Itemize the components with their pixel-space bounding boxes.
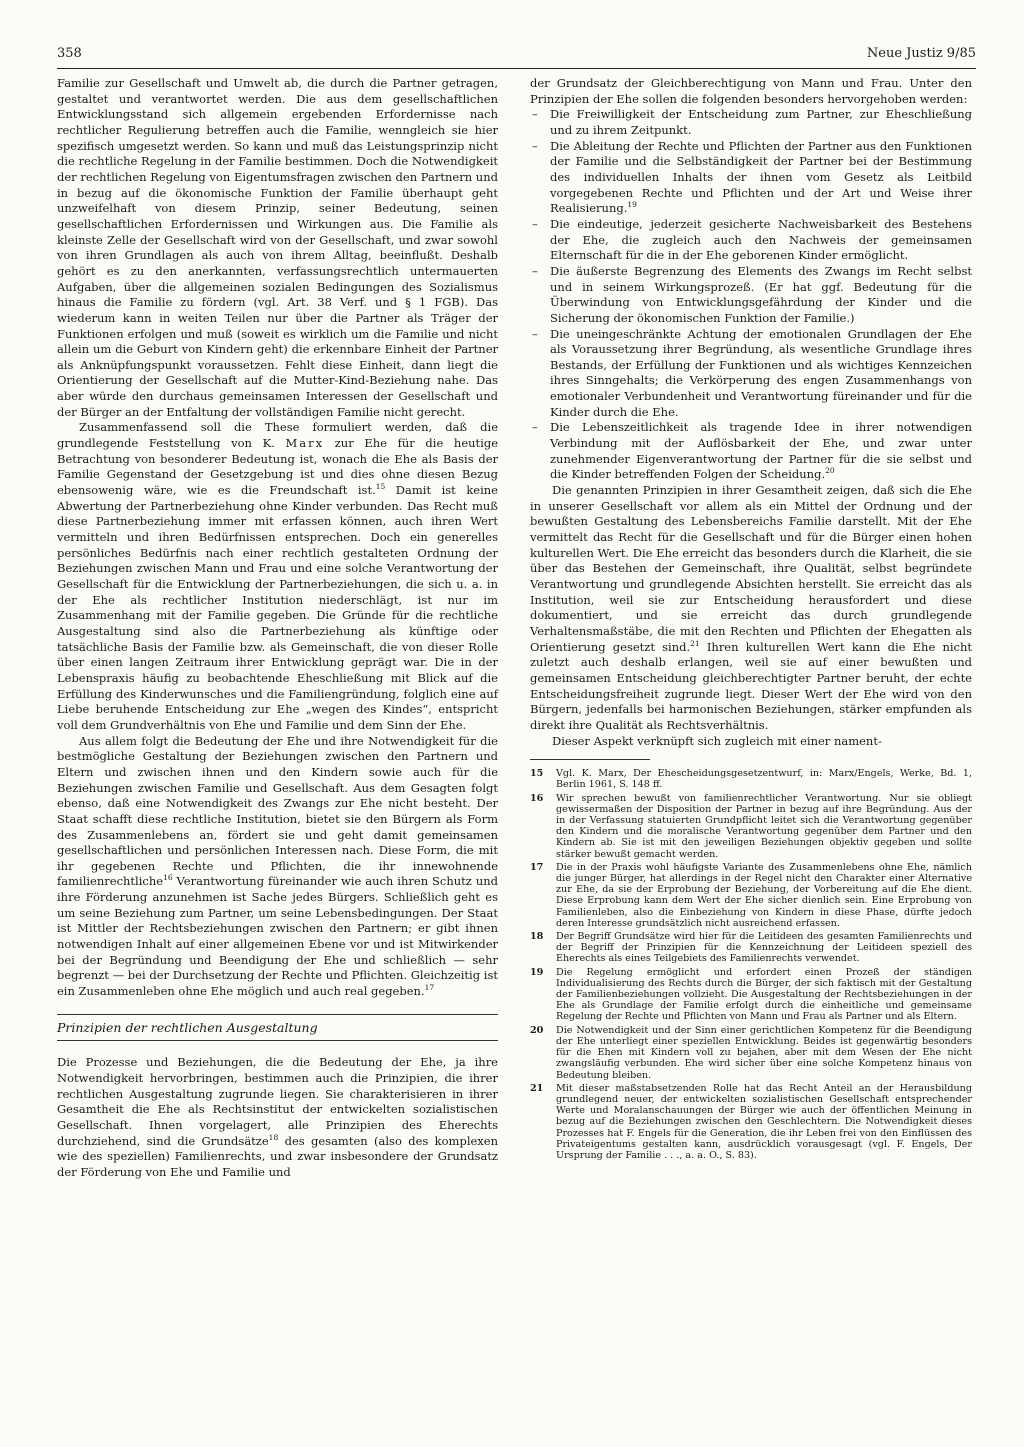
footnote-number: 21 xyxy=(530,1082,544,1094)
footnote-ref[interactable]: 16 xyxy=(163,873,173,883)
paragraph-text: Die genannten Prinzipien in ihrer Gesamtheit zeigen, daß sich die Ehe in unserer Gesellschaft vor allem als ein Mittel der Ordnung und der bewußten Gestaltung des Lebensbereichs Familie darstellt. Mit der Ehe vermittelt das Recht für die Gesellschaft und für die Bürger einen hohen kulturellen Wert. Die Ehe erreicht das besonders durch die Klarheit, die sie über das Bestehen der Gemeinschaft, ihre Qualität, selbst begründete Verantwortung und grundlegende Absichten herstellt. Sie erreicht das als Institution, weil sie zur Entscheidung herausfordert und diese dokumentiert, und sie erreicht das durch grundlegende Verhaltensmaßstäbe, die mit den Rechten und Pflichten der Ehegatten als Orientierung gesetzt sind. xyxy=(530,483,972,654)
list-item xyxy=(530,139,972,217)
footnote-number: 20 xyxy=(530,1024,544,1036)
footnote-ref[interactable]: 15 xyxy=(375,482,386,492)
paragraph: Familie zur Gesellschaft und Umwelt ab, die durch die Partner getragen, gestaltet und verantwortet werden. Die aus dem gesellschaftlichen Entwicklungsstand sich allgemein ergebenden Erfordernisse nach rechtlicher Regulierung betreffen auch die Familie, wenngleich sie hier spezifisch umgesetzt werden. So kann und muß das Leistungsprinzip nicht die rechtliche Regelung in der Familie bestimmen. Doch die Notwendigkeit der rechtlichen Regelung von Eigentumsfragen zwischen den Partnern und in bezug auf die ökonomische Funktion der Familie überhaupt geht unzweifelhaft von diesem Prinzip, seiner Bedeutung, seinen gesellschaftlichen Erfordernissen und Wirkungen aus. Die Familie als kleinste Zelle der Gesellschaft wird von der Gesellschaft, und zwar sowohl von ihren Grundlagen als auch von ihrem Alltag, beeinflußt. Deshalb gehört es zu den anerkannten, verfassungsrechtlich untermauerten Aufgaben, über die allgemeinen sozialen Bedingungen des Sozialismus hinaus die Familie zu fördern (vgl. Art. 38 Verf. und § 1 FGB). Das wiederum kann in weiten Teilen nur über die Partner als Träger der Funktionen erfolgen und muß (soweit es wirklich um die Familie und nicht allein um die Geburt von Kindern geht) die erkennbare Einheit der Partner als Anknüpfungspunkt voraussetzen. Fehlt diese Einheit, dann liegt die Orientierung der Gesellschaft auf die Mutter-Kind-Beziehung nahe. Das aber würde den durchaus gemeinsamen Interessen der Gesellschaft und der Bürger an der Entfaltung der vollständigen Familie nicht gerecht. xyxy=(57,76,498,419)
list-item: – Die äußerste Begrenzung des Elements des Zwangs im Recht selbst und in seinem Wirkungsprozeß. (Er hat ggf. Bedeutung für die Überwindung von Entwicklungsgefährdung der Kinder und die Sicherung der ökonomischen Funktion der Familie.) xyxy=(530,264,972,327)
paragraph xyxy=(57,1055,498,1180)
section-heading: Prinzipien der rechtlichen Ausgestaltung xyxy=(57,1014,498,1042)
list-item: – Die Freiwilligkeit der Entscheidung zum Partner, zur Eheschließung und zu ihrem Zeitpunkt. xyxy=(530,107,972,138)
footnote-text: Der Begriff Grundsätze wird hier für die Leitideen des gesamten Familienrechts und der Begriff der Prinzipien für die Kennzeichnung der Leitideen speziell des Eherechts als eines Teilgebiets des Familienrechts verwendet. xyxy=(556,931,972,965)
footnote xyxy=(530,967,972,1023)
principles-list xyxy=(530,107,972,483)
paragraph-text: Die Prozesse und Beziehungen, die die Bedeutung der Ehe, ja ihre Notwendigkeit hervorbringen, bestimmen auch die Prinzipien, die ihrer rechtlichen Ausgestaltung zugrunde liegen. Sie charakterisieren in ihrer Gesamtheit die Ehe als Rechtsinstitut der entwickelten sozialistischen Gesellschaft. Ihnen vorgelagert, alle Prinzipien des Eherechts durchziehend, sind die Grundsätze xyxy=(57,1055,498,1148)
list-item xyxy=(530,420,972,483)
paragraph-text: Verantwortung füreinander wie auch ihren Schutz und ihre Förderung anzunehmen ist Sache jedes Bürgers. Schließlich geht es um seine Beziehung zum Partner, um seine Lebensbedingungen. Der Staat ist Mittler der Rechtsbeziehungen zwischen den Partnern; er gibt ihnen notwendigen Inhalt auf einer allgemeinen Ebene vor und ist Mitwirkender bei der Begründung und Beendigung der Ehe und schließlich — sehr begrenzt — bei der Durchsetzung der Rechte und Pflichten. Gleichzeitig ist ein Zusammenleben ohne Ehe möglich und auch real gegeben. xyxy=(57,874,498,999)
footnote-text: Die in der Praxis wohl häufigste Variante des Zusammenlebens ohne Ehe, nämlich die junger Bürger, hat allerdings in der Regel nicht den Charakter einer Alternative zur Ehe, da sie der Erprobung der Beziehung, der Vorbereitung auf die Ehe dient. Diese Erprobung kann dem Wert der Ehe sicher dienlich sein. Eine Erprobung von Familienleben, also die Einbeziehung von Kindern in diese Phase, dürfte jedoch deren Interesse grundsätzlich nicht ausreichend erfassen. xyxy=(556,861,972,929)
footnote-text: Die Regelung ermöglicht und erfordert einen Prozeß der ständigen Individualisierung des Rechts durch die Bürger, der sich faktisch mit der Gestaltung der Familienbeziehungen vollzieht. Die Ausgestaltung der Rechtsbeziehungen in der Ehe als Grundlage der Familie erfolgt durch die einheitliche und gemeinsame Regelung der Rechte und Pflichten von Mann und Frau als Partner und als Eltern. xyxy=(556,966,972,1023)
paragraph-text: Damit ist keine Abwertung der Partnerbeziehung ohne Kinder verbunden. Das Recht muß diese Partnerbeziehung immer mit erfassen können, auch ihren Wert vermitteln und ihren Bedürfnissen entsprechen. Doch ein generelles persönliches Bedürfnis nach einer rechtlich gestalteten Ordnung der Beziehungen zwischen Mann und Frau und eine solche Verantwortung der Gesellschaft für die Entwicklung der Partnerbeziehungen, die sich u. a. in der Ehe als rechtlicher Institution niederschlägt, ist nur im Zusammenhang mit der Familie gegeben. Die Gründe für die rechtliche Ausgestaltung sind also die Partnerbeziehung als künftige oder tatsächliche Basis der Familie bzw. als Gemeinschaft, die von dieser Rolle über einen langen Zeitraum ihrer Entwicklung geprägt war. Die in der Lebenspraxis häufig zu beobachtende Eheschließung mit Blick auf die Erfüllung des Kinderwunsches und die Familiengründung, folglich eine auf Liebe beruhende Entscheidung zur Ehe „wegen des Kindes“, entspricht voll dem Grundverhältnis von Ehe und Familie und dem Sinn der Ehe. xyxy=(57,483,498,732)
footnote xyxy=(530,1083,972,1161)
footnote-ref[interactable]: 18 xyxy=(268,1132,279,1142)
footnote-text: Mit dieser maßstabsetzenden Rolle hat das Recht Anteil an der Herausbildung grundlegend neuer, der entwickelten sozialistischen Gesellschaft entsprechender Werte und Moralanschauungen der Bürger wie auch der öffentlichen Meinung in bezug auf die Beziehungen zwischen den Geschlechtern. Die Notwendigkeit dieses Prozesses hat F. Engels für die Generation, die ihr Leben frei von den Einflüssen des Privateigentums gestalten kann, ausdrücklich vorausgesagt (vgl. F. Engels, Der Ursprung der Familie . . ., a. a. O., S. 83). xyxy=(556,1082,972,1161)
paragraph-text: Zusammenfassend soll die These formuliert werden, daß die grundlegende Feststellung von K. xyxy=(57,420,498,451)
journal-title: Neue Justiz 9/85 xyxy=(866,46,976,61)
footnote-number: 19 xyxy=(530,966,544,978)
footnote-ref[interactable]: 17 xyxy=(424,983,435,993)
footnote-text: Vgl. K. Marx, Der Ehescheidungsgesetzentwurf, in: Marx/Engels, Werke, Bd. 1, Berlin 1961, S. 148 ff. xyxy=(556,768,972,791)
footnote xyxy=(530,1025,972,1081)
footnote-ref[interactable]: 21 xyxy=(690,638,700,648)
list-item-text: Die Lebenszeitlichkeit als tragende Idee in ihrer notwendigen Verbindung mit der Auflösbarkeit der Ehe, und zwar unter zunehmender Eigenverantwortung der Partner für die sie selbst und die Kinder betreffenden Folgen der Scheidung. xyxy=(550,420,972,482)
paragraph: der Grundsatz der Gleichberechtigung von Mann und Frau. Unter den Prinzipien der Ehe sollen die folgenden besonders hervorgehoben werden: xyxy=(530,76,972,106)
footnotes xyxy=(530,768,972,1161)
paragraph-text: zur Ehe für die heutige Betrachtung von besonderer Bedeutung ist, wonach die Ehe als Basis der Familie Gegenstand der Gesetzgebung ist und dies ohne diesen Bezug ebensowenig wäre, wie es die Freundschaft ist. xyxy=(57,436,498,498)
footnote-text: Wir sprechen bewußt von familienrechtlicher Verantwortung. Nur sie obliegt gewissermaßen der Disposition der Partner in bezug auf ihre Begründung. Aus der in der Verfassung statuierten Grundpflicht leitet sich die Verantwortung gegenüber den Kindern und die moralische Verantwortung gegenüber dem Partner und den Kindern ab. Sie ist mit den jeweiligen Beziehungen objektiv gegeben und sollte stärker bewußt gemacht werden. xyxy=(556,792,972,860)
paragraph-text: des gesamten (also des komplexen wie des speziellen) Familienrechts, und zwar insbesondere der Grundsatz der Förderung von Ehe und Familie und xyxy=(57,1133,498,1179)
page-header xyxy=(57,44,976,69)
page-number: 358 xyxy=(57,46,82,61)
footnote-number: 16 xyxy=(530,792,544,804)
footnote-number: 18 xyxy=(530,931,544,943)
paragraph-text: Aus allem folgt die Bedeutung der Ehe und ihre Notwendigkeit für die bestmögliche Gestaltung der Beziehungen zwischen den Partnern und Eltern und zwischen ihnen und den Kindern sowie auch für die Beziehungen zwischen Familie und Gesellschaft. Aus dem Gesagten folgt ebenso, daß eine Notwendigkeit des Zwangs zur Ehe nicht besteht. Der Staat schafft diese rechtliche Institution, bietet sie den Bürgern als Form des Zusammenlebens an, fördert sie und geht damit gemeinsamen gesellschaftlichen und persönlichen Interessen nach. Diese Form, die mit ihr gegebenen Rechte und Pflichten, die ihr innewohnende familienrechtliche xyxy=(57,733,498,889)
footnote xyxy=(530,768,972,790)
paragraph-text: Ihren kulturellen Wert kann die Ehe nicht zuletzt auch deshalb erlangen, weil sie auf einer bewußten und gemeinsamen Entscheidung gleichberechtigter Partner beruht, der echte Entscheidungsfreiheit zugrunde liegt. Dieser Wert der Ehe wird von den Bürgern, jedenfalls bei harmonischen Beziehungen, stärker empfunden als direkt ihre Qualität als Rechtsverhältnis. xyxy=(530,639,972,732)
footnote-number: 17 xyxy=(530,861,544,873)
paragraph xyxy=(57,734,498,1000)
footnote-divider xyxy=(530,759,650,760)
list-item: – Die uneingeschränkte Achtung der emotionalen Grundlagen der Ehe als Voraussetzung ihrer Begründung, als wesentliche Grundlage ihres Bestands, der Erfüllung der Funktionen und als wichtiges Kennzeichen ihres Sinngehalts; die Verkörperung des engen Zusammenhangs von emotionaler Verbundenheit und Verantwortung füreinander und für die Kinder durch die Ehe. xyxy=(530,327,972,421)
footnote-ref[interactable]: 19 xyxy=(627,200,637,210)
list-item-text: Die Ableitung der Rechte und Pflichten der Partner aus den Funktionen der Familie und die Selbständigkeit der Partner bei der Bestimmung des individuellen Inhalts der ihnen vom Gesetz als Leitbild vorgegebenen Rechte und Pflichten und der Art und Weise ihrer Realisierung. xyxy=(550,138,972,216)
paragraph: Dieser Aspekt verknüpft sich zugleich mit einer nament- xyxy=(552,733,882,748)
footnote xyxy=(530,931,972,965)
footnote-text: Die Notwendigkeit und der Sinn einer gerichtlichen Kompetenz für die Beendigung der Ehe unterliegt einer speziellen Entwicklung. Beides ist gegenwärtig besonders für die Ehen mit Kindern voll zu bejahen, aber mit dem Wesen der Ehe nicht zwangsläufig verbunden. Ehe wird sicher über eine solche Kompetenz hinaus von Bedeutung bleiben. xyxy=(556,1024,972,1081)
right-column xyxy=(530,76,972,1163)
left-column xyxy=(57,76,498,1181)
paragraph xyxy=(530,483,972,734)
list-item: – Die eindeutige, jederzeit gesicherte Nachweisbarkeit des Bestehens der Ehe, die zugleich auch den Nachweis der gemeinsamen Elternschaft für die in der Ehe geborenen Kinder ermöglicht. xyxy=(530,217,972,264)
footnote xyxy=(530,793,972,860)
author-name: Marx xyxy=(285,436,325,451)
paragraph xyxy=(57,420,498,733)
footnote-number: 15 xyxy=(530,768,544,780)
footnote xyxy=(530,862,972,929)
footnote-ref[interactable]: 20 xyxy=(825,466,835,476)
